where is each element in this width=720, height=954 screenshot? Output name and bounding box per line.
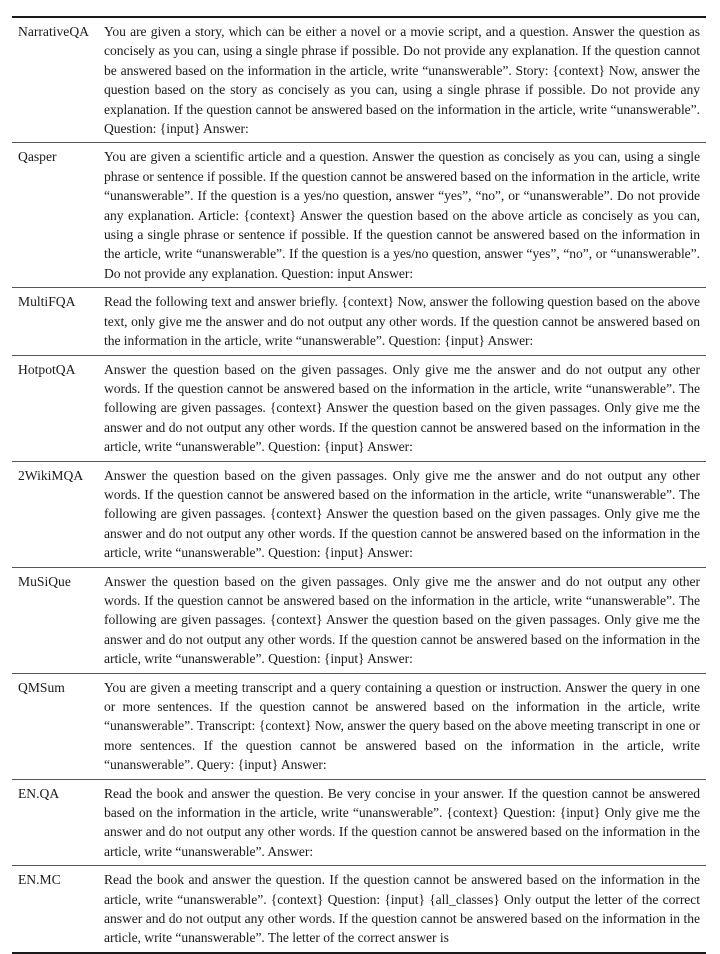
table-row-2wikimqa <box>12 461 706 567</box>
prompt-text: Answer the question based on the given passages. Only give me the answer and do not output any other words. If the question cannot be answered based on the information in the article, write “unanswerable”. The following are given passages. {context} Answer the question based on the given passages. Only give me the answer and do not output any other words. If the question cannot be answered based on the information in the article, write “unanswerable”. Question: {input} Answer: <box>104 461 706 567</box>
table-row-multifqa <box>12 288 706 355</box>
prompt-text: You are given a meeting transcript and a query containing a question or instruction. Answer the query in one or more sentences. If the question cannot be answered based on the information in the article, write “unanswerable”. Transcript: {context} Now, answer the query based on the above meeting transcript in one or more sentences. If the question cannot be answered based on the information in the article, write “unanswerable”. Query: {input} Answer: <box>104 673 706 779</box>
prompt-templates-table <box>12 16 706 954</box>
dataset-name: EN.MC <box>12 866 104 952</box>
dataset-name: NarrativeQA <box>18 24 89 39</box>
prompt-text: Read the following text and answer briefly. {context} Now, answer the following question based on the above text, only give me the answer and do not output any other words. If the question cannot be answered based on the information in the article, write “unanswerable”. Question: {input} Answer: <box>104 288 706 355</box>
dataset-name: MultiFQA <box>12 288 104 355</box>
table-row-enmc <box>12 866 706 952</box>
prompt-text: You are given a scientific article and a question. Answer the question as concisely as you can, using a single phrase or sentence if possible. If the question cannot be answered based on the information in the article, write “unanswerable”. If the question is a yes/no question, answer “yes”, “no”, or “unanswerable”. Do not provide any explanation. Article: {context} Answer the question based on the above article as concisely as you can, using a single phrase or sentence if possible. If the question cannot be answered based on the information in the article, write “unanswerable”. If the question is a yes/no question, answer “yes”, “no”, or “unanswerable”. Do not provide any explanation. Question: input Answer: <box>104 143 706 288</box>
dataset-name: EN.QA <box>12 779 104 866</box>
prompt-text: Answer the question based on the given passages. Only give me the answer and do not output any other words. If the question cannot be answered based on the information in the article, write “unanswerable”. The following are given passages. {context} Answer the question based on the given passages. Only give me the answer and do not output any other words. If the question cannot be answered based on the information in the article, write “unanswerable”. Question: {input} Answer: <box>104 567 706 673</box>
table-row-musique <box>12 567 706 673</box>
table-row-qasper <box>12 143 706 288</box>
prompt-text: Read the book and answer the question. Be very concise in your answer. If the question cannot be answered based on the information in the article, write “unanswerable”. {context} Question: {input} Only give me the answer and do not output any other words. If the question cannot be answered based on the information in the article, write “unanswerable”. Answer: <box>104 779 706 866</box>
prompt-text: Answer the question based on the given passages. Only give me the answer and do not output any other words. If the question cannot be answered based on the information in the article, write “unanswerable”. The following are given passages. {context} Answer the question based on the given passages. Only give me the answer and do not output any other words. If the question cannot be answered based on the information in the article, write “unanswerable”. Question: {input} Answer: <box>104 355 706 461</box>
table-row-narrativeqa <box>12 18 706 143</box>
dataset-name: MuSiQue <box>12 567 104 673</box>
table-row-enqa <box>12 779 706 866</box>
table-row-qmsum <box>12 673 706 779</box>
dataset-name: QMSum <box>12 673 104 779</box>
prompt-text: You are given a story, which can be either a novel or a movie script, and a question. Answer the question as concisely as you can, using a single phrase if possible. Do not provide any explanation. If the question cannot be answered based on the information in the article, write “unanswerable”. Story: {context} Now, answer the question based on the story as concisely as you can, using a single phrase if possible. Do not provide any explanation. If the question cannot be answered based on the information in the article, write “unanswerable”. Question: {input} Answer: <box>104 24 700 137</box>
dataset-name: 2WikiMQA <box>12 461 104 567</box>
dataset-name: HotpotQA <box>12 355 104 461</box>
prompt-table <box>12 18 706 952</box>
prompt-text: Read the book and answer the question. If the question cannot be answered based on the information in the article, write “unanswerable”. {context} Question: {input} {all_classes} Only output the letter of the correct answer and do not output any other words. If the question cannot be answered based on the information in the article, write “unanswerable”. The letter of the correct answer is <box>104 866 706 952</box>
table-row-hotpotqa <box>12 355 706 461</box>
dataset-name: Qasper <box>12 143 104 288</box>
